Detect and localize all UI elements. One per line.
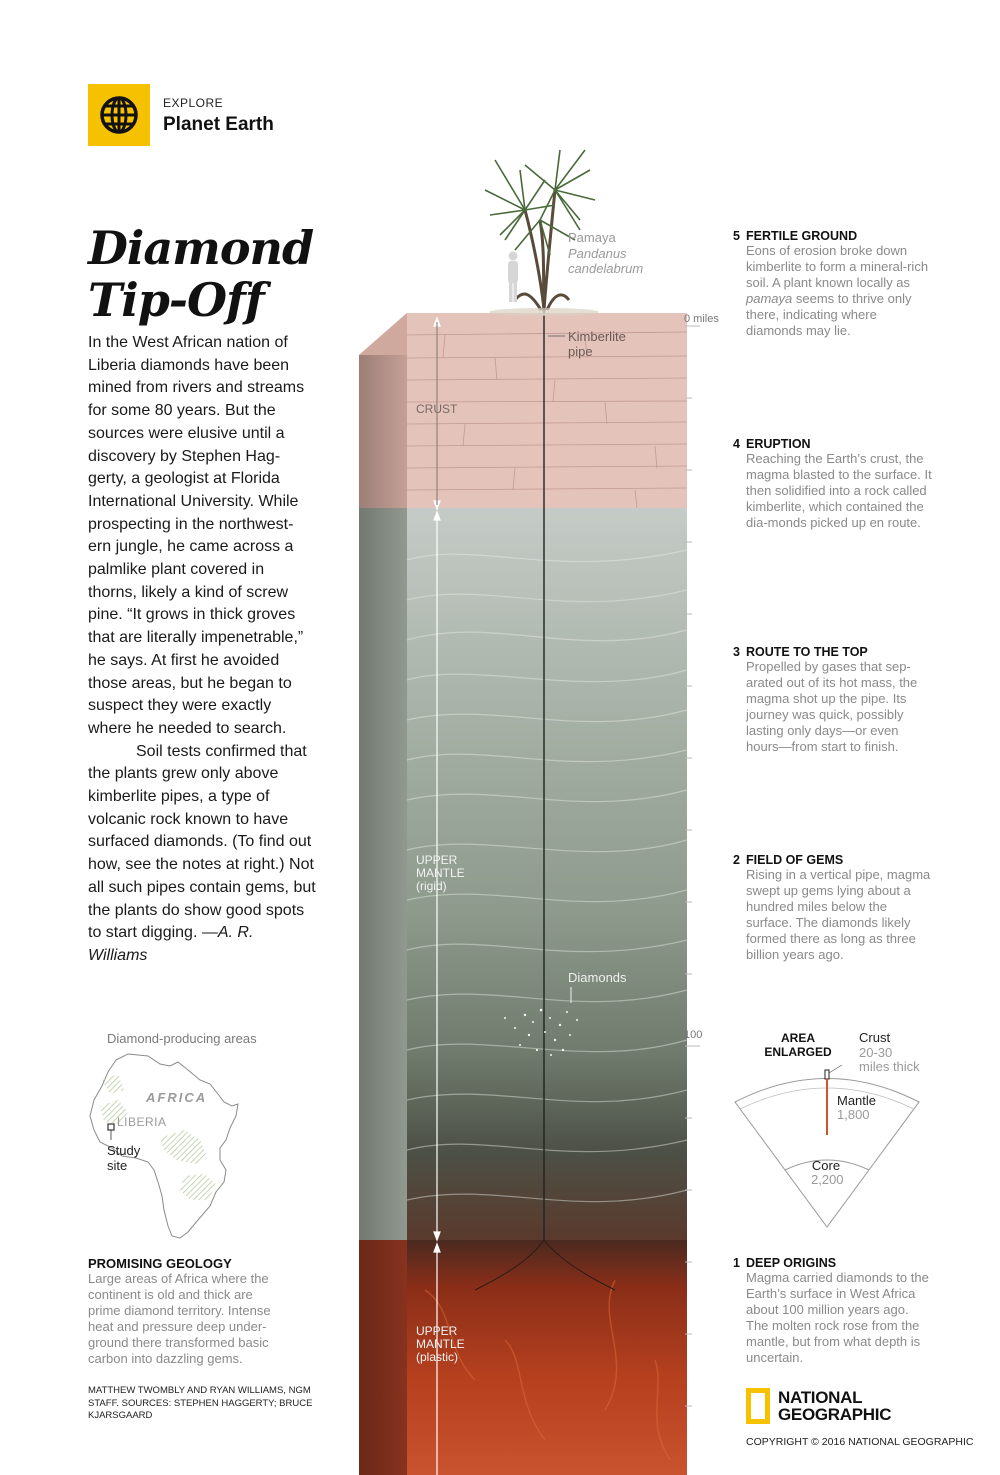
note-number: 4 <box>733 437 740 451</box>
intro-paragraph-1: In the West African nation of Liberia diamonds have been mined from rivers and streams for some 80 years. But the sources were elusive until a discovery by Stephen Hag-gerty, a geologist at Florida International University. While prospecting in the northwest-ern jungle, he came across a palmlike plant covered in thorns, likely a kind of screw pine. “It grows in thick groves that are literally impenetrable,” he says. At first he avoided those areas, but he began to suspect they were exactly where he needed to search. <box>88 334 305 737</box>
note-title <box>733 229 933 243</box>
headline-line-1: Diamond <box>88 221 314 275</box>
upper-mantle-rigid-line-2: MANTLE <box>416 866 465 880</box>
pamaya-latin-species: candelabrum <box>568 261 644 276</box>
byline: —A. R. Williams <box>88 924 254 964</box>
upper-mantle-plastic-line-1: UPPER <box>416 1324 458 1338</box>
kimberlite-pipe-label: Kimberlite pipe <box>568 329 626 359</box>
note-body: Propelled by gases that sep-arated out of its hot mass, the magma shot up the pipe. Its journey was quick, possibly lasting only days—or even hours—from start to finish. <box>746 659 918 754</box>
pamaya-latin-genus: Pandanus <box>568 245 627 261</box>
mantle-thickness-value: 1,800 <box>837 1107 870 1122</box>
note-body: Rising in a vertical pipe, magma swept up gems lying about a hundred miles below the surface. The diamonds likely formed there as long as three billion years ago. <box>746 867 931 962</box>
national-geographic-logo-frame <box>746 1388 770 1424</box>
upper-mantle-rigid-line-1: UPPER <box>416 853 458 867</box>
note-route-to-the-top <box>733 645 933 755</box>
note-eruption <box>733 437 933 531</box>
credits: MATTHEW TWOMBLY AND RYAN WILLIAMS, NGM STAFF. SOURCES: STEPHEN HAGGERTY; BRUCE KJARSGAARD <box>88 1385 313 1421</box>
crust-thickness-label <box>859 1031 920 1075</box>
liberia-label: LIBERIA <box>117 1115 167 1129</box>
note-title <box>733 645 933 659</box>
scale-label-100: 100 <box>684 1029 703 1041</box>
section-kicker: EXPLORE <box>163 96 224 110</box>
section-title: Planet Earth <box>163 114 274 135</box>
area-title-line-2: ENLARGED <box>764 1045 832 1059</box>
national-geographic-logo-text <box>778 1389 891 1423</box>
human-silhouette <box>508 252 518 303</box>
note-number: 2 <box>733 853 740 867</box>
note-number: 3 <box>733 645 740 659</box>
crust-label-text: Crust <box>859 1030 891 1045</box>
note-title <box>733 437 933 451</box>
depth-scale <box>684 326 703 1406</box>
note-body-italic: pamaya <box>746 291 793 306</box>
note-body: Reaching the Earth’s crust, the magma blasted to the surface. It then solidified into a rock called kimberlite, which contained the dia-monds picked up en route. <box>746 451 932 530</box>
note-heading: ROUTE TO THE TOP <box>746 645 868 659</box>
upper-mantle-plastic-line-2: MANTLE <box>416 1337 465 1351</box>
intro-text <box>88 332 316 968</box>
crust-thickness-value: 20-30 <box>859 1044 893 1060</box>
note-deep-origins <box>733 1256 933 1366</box>
note-body-text: Eons of erosion broke down kimberlite to form a mineral-rich soil. A plant known locally as <box>746 243 929 290</box>
mantle-thickness-label <box>837 1094 876 1122</box>
study-site-label: Study site <box>107 1143 141 1173</box>
mantle-label-text: Mantle <box>837 1093 877 1108</box>
scale-label-0: 0 miles <box>684 313 719 325</box>
globe-icon <box>99 95 139 135</box>
note-field-of-gems <box>733 853 933 963</box>
note-body <box>746 243 933 339</box>
earth-wedge-diagram <box>730 1065 925 1235</box>
crust-thickness-unit: miles thick <box>859 1059 920 1074</box>
upper-mantle-rigid-label <box>416 854 465 893</box>
upper-mantle-rigid-line-3: (rigid) <box>416 879 447 893</box>
map-caption: Diamond-producing areas <box>107 1031 257 1046</box>
promising-geology-text: Large areas of Africa where the continent is old and thick are prime diamond territory. Intense heat and pressure deep under-ground there transformed basic carbon into dazzling gems. <box>88 1271 271 1366</box>
explore-badge <box>88 84 150 146</box>
pamaya-name: Pamaya <box>568 230 616 245</box>
diamonds-label: Diamonds <box>568 970 627 985</box>
area-title-line-1: AREA <box>780 1031 815 1045</box>
upper-mantle-plastic-label <box>416 1325 465 1364</box>
note-heading: FIELD OF GEMS <box>746 853 844 867</box>
logo-line-2: GEOGRAPHIC <box>778 1405 892 1424</box>
note-heading: DEEP ORIGINS <box>746 1256 837 1270</box>
core-label-text: Core <box>811 1158 841 1173</box>
note-title <box>733 1256 933 1270</box>
headline-line-2: Tip-Off <box>88 273 264 327</box>
logo-line-1: NATIONAL <box>778 1388 863 1407</box>
pamaya-label <box>568 230 643 277</box>
intro-paragraph-2-text: Soil tests confirmed that the plants grew only above kimberlite pipes, a type of volcanic rock known to have surfaced diamonds. (To find out how, see the notes at right.) Not all such pipes contain gems, but the plants do show good spots to start digging. <box>88 742 316 942</box>
earth-column-illustration <box>355 60 735 1475</box>
crust-label: CRUST <box>416 402 458 416</box>
note-body-text-end: seems to thrive only there, indicating where diamonds may lie. <box>746 291 912 338</box>
note-number: 5 <box>733 229 740 243</box>
note-heading: ERUPTION <box>746 437 811 451</box>
africa-label: AFRICA <box>146 1090 208 1105</box>
area-enlarged-marker <box>825 1070 829 1079</box>
note-heading: FERTILE GROUND <box>746 229 858 243</box>
promising-geology-title: PROMISING GEOLOGY <box>88 1256 232 1271</box>
intro-paragraph-2 <box>88 741 316 968</box>
note-title <box>733 853 933 867</box>
area-enlarged-title <box>762 1031 834 1059</box>
copyright: COPYRIGHT © 2016 NATIONAL GEOGRAPHIC <box>746 1436 974 1448</box>
core-thickness-label <box>811 1158 844 1187</box>
upper-mantle-plastic-line-3: (plastic) <box>416 1350 459 1364</box>
note-body: Magma carried diamonds to the Earth’s surface in West Africa about 100 million years ago. The molten rock rose from the mantle, but from what depth is uncertain. <box>746 1270 929 1365</box>
note-fertile-ground <box>733 229 933 339</box>
note-number: 1 <box>733 1256 740 1270</box>
core-thickness-value: 2,200 <box>811 1172 844 1187</box>
